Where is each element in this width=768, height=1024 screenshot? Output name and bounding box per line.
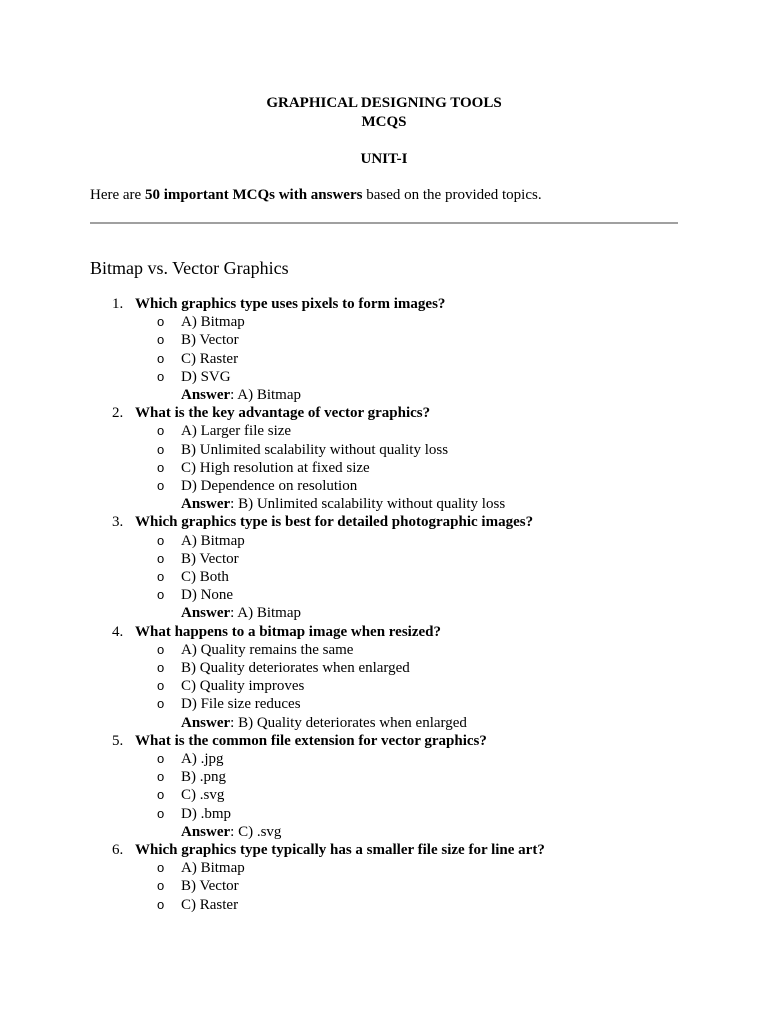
answer-value: : A) Bitmap [230,387,302,403]
question-text: What happens to a bitmap image when resized? [135,624,441,640]
bullet-icon: o [157,860,165,875]
answer-option: B) Vector [181,332,239,348]
question-number: 3. [112,514,124,530]
answer-option: B) .png [181,769,226,785]
answer-option: B) Vector [181,551,239,567]
question-number: 4. [112,624,124,640]
bullet-icon: o [157,551,165,566]
bullet-icon: o [157,351,165,366]
answer-option: D) None [181,587,234,603]
bullet-icon: o [157,569,165,584]
document-subtitle: MCQS [361,114,407,130]
answer-value: : A) Bitmap [230,605,302,621]
question-text: What is the key advantage of vector graphics? [135,405,431,421]
answer-option: C) Quality improves [181,678,305,694]
answer-option: A) Quality remains the same [181,642,354,658]
answer-option: B) Quality deteriorates when enlarged [181,660,410,676]
answer-option: D) Dependence on resolution [181,478,358,494]
intro-suffix: based on the provided topics. [362,187,542,203]
bullet-icon: o [157,369,165,384]
answer-option: A) Larger file size [181,423,292,439]
bullet-icon: o [157,897,165,912]
bullet-icon: o [157,660,165,675]
question-text: Which graphics type uses pixels to form images? [135,296,446,312]
question-number: 2. [112,405,124,421]
answer-option: B) Vector [181,878,239,894]
intro-bold: 50 important MCQs with answers [144,187,363,203]
answer-value: : C) .svg [230,824,282,840]
answer-option: A) Bitmap [181,533,245,549]
answer-option: D) .bmp [181,806,231,822]
document-title: GRAPHICAL DESIGNING TOOLS [266,95,502,111]
question-text: Which graphics type is best for detailed photographic images? [135,514,534,530]
bullet-icon: o [157,787,165,802]
bullet-icon: o [157,460,165,475]
question-number: 6. [112,842,124,858]
answer-line [181,604,301,622]
answer-label: Answer [181,715,231,731]
question-text: What is the common file extension for vector graphics? [135,733,487,749]
bullet-icon: o [157,751,165,766]
answer-option: D) File size reduces [181,696,301,712]
answer-option: A) Bitmap [181,314,245,330]
bullet-icon: o [157,332,165,347]
bullet-icon: o [157,806,165,821]
answer-value: : B) Unlimited scalability without quality loss [230,496,506,512]
answer-option: B) Unlimited scalability without quality loss [181,442,449,458]
bullet-icon: o [157,478,165,493]
answer-option: D) SVG [181,369,231,385]
answer-label: Answer [181,387,231,403]
answer-label: Answer [181,824,231,840]
bullet-icon: o [157,878,165,893]
answer-line [181,386,301,404]
question-text: Which graphics type typically has a smaller file size for line art? [135,842,545,858]
answer-option: C) High resolution at fixed size [181,460,370,476]
answer-option: C) .svg [181,787,225,803]
answer-option: C) Raster [181,897,239,913]
bullet-icon: o [157,678,165,693]
answer-option: C) Both [181,569,229,585]
bullet-icon: o [157,642,165,657]
bullet-icon: o [157,587,165,602]
unit-heading: UNIT-I [360,151,408,167]
intro-prefix: Here are [90,187,145,203]
answer-line [181,714,467,732]
bullet-icon: o [157,442,165,457]
answer-line [181,495,505,513]
answer-option: A) .jpg [181,751,224,767]
question-number: 5. [112,733,124,749]
bullet-icon: o [157,423,165,438]
bullet-icon: o [157,533,165,548]
intro-paragraph [90,186,542,204]
horizontal-rule [90,222,678,224]
answer-option: C) Raster [181,351,239,367]
answer-line [181,823,281,841]
answer-option: A) Bitmap [181,860,245,876]
bullet-icon: o [157,696,165,711]
bullet-icon: o [157,769,165,784]
section-heading: Bitmap vs. Vector Graphics [90,258,289,278]
bullet-icon: o [157,314,165,329]
answer-label: Answer [181,496,231,512]
answer-value: : B) Quality deteriorates when enlarged [230,715,467,731]
answer-label: Answer [181,605,231,621]
question-number: 1. [112,296,124,312]
